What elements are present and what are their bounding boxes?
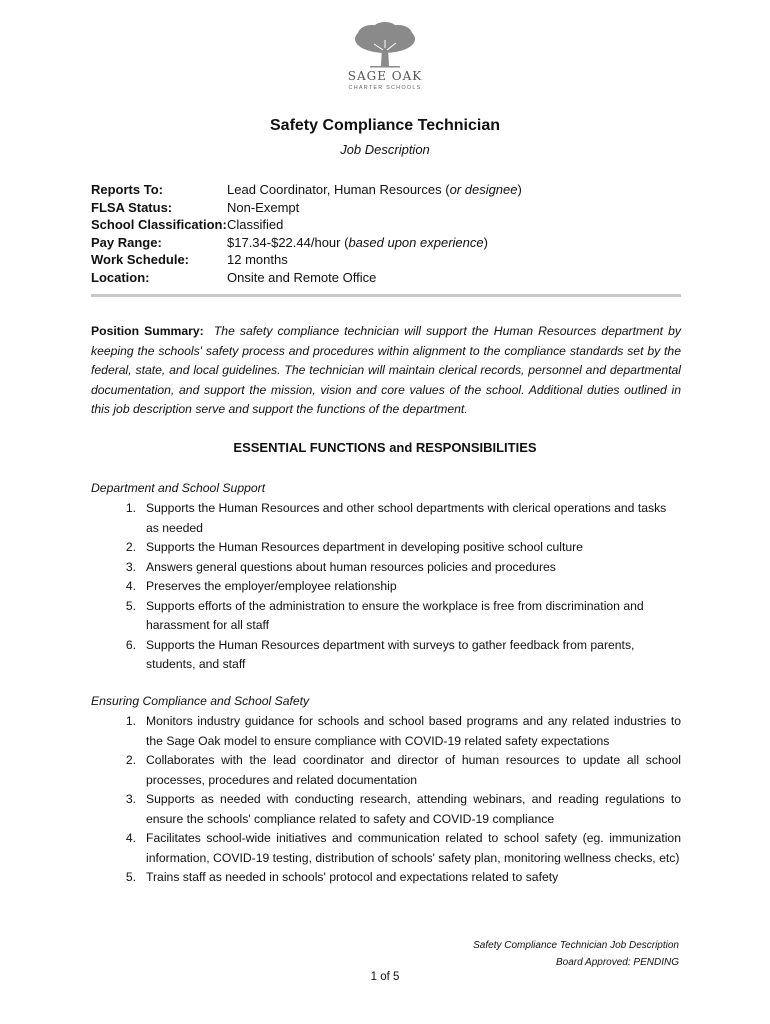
list-item: 5. Supports efforts of the administration to ensure the workplace is free from discrimination and harassment for all staff: [125, 598, 644, 632]
info-value: Non-Exempt: [227, 199, 300, 215]
info-label: Work Schedule:: [91, 252, 190, 268]
list-item: 4. Facilitates school-wide initiatives and communication related to school safety (eg. immunization information, COVID-19 testing, distribution of schools' safety plan, monitoring wellness checks, etc): [125, 831, 681, 865]
oak-tree-icon: [350, 22, 420, 68]
info-row-reports-to: [91, 181, 522, 199]
list-item: 6. Supports the Human Resources department with surveys to gather feedback from parents, students, and staff: [125, 637, 635, 671]
info-label: FLSA Status:: [91, 199, 173, 215]
info-value: Classified: [227, 217, 284, 233]
logo-subtitle: CHARTER SCHOOLS: [348, 85, 422, 91]
info-row-school-classification: [91, 216, 522, 234]
info-label: Location:: [91, 269, 150, 285]
info-label: Reports To:: [91, 182, 163, 197]
list-item: 2. Supports the Human Resources department in developing positive school culture: [125, 540, 583, 554]
info-value: Lead Coordinator, Human Resources (or designee): [227, 182, 522, 197]
info-row-pay-range: [91, 234, 522, 252]
summary-label: Position Summary:: [91, 324, 204, 338]
job-info-table: [91, 181, 522, 287]
group-heading: Ensuring Compliance and School Safety: [91, 694, 310, 708]
info-value: Onsite and Remote Office: [227, 269, 377, 285]
info-label: Pay Range:: [91, 234, 162, 250]
compliance-safety-list: [91, 712, 681, 888]
info-row-work-schedule: [91, 251, 522, 269]
position-summary: [91, 322, 681, 420]
department-support-list: [91, 499, 681, 675]
footer-line: Board Approved: PENDING: [555, 956, 679, 968]
info-value: $17.34-$22.44/hour (based upon experience): [227, 234, 488, 250]
section-title: ESSENTIAL FUNCTIONS and RESPONSIBILITIES: [233, 440, 537, 455]
group-heading: Department and School Support: [91, 481, 266, 495]
footer-line: Safety Compliance Technician Job Description: [473, 940, 679, 951]
document-title: Safety Compliance Technician: [270, 117, 500, 134]
school-logo: [340, 22, 430, 106]
info-value: 12 months: [227, 252, 288, 268]
list-item: 3. Answers general questions about human resources policies and procedures: [125, 559, 556, 574]
list-item: 4. Preserves the employer/employee relationship: [125, 579, 397, 593]
document-subtitle: Job Description: [340, 142, 430, 157]
page-footer: [473, 938, 679, 971]
list-item: 5. Trains staff as needed in schools' protocol and expectations related to safety: [125, 870, 559, 884]
page-number: 1 of 5: [370, 971, 400, 983]
list-item: 1. Monitors industry guidance for schools and school based programs and any related industries to the Sage Oak model to ensure compliance with COVID-19 related safety expectations: [125, 714, 681, 748]
info-row-flsa-status: [91, 199, 522, 217]
summary-text: The safety compliance technician will support the Human Resources department by keeping the schools' safety process and procedures within alignment to the compliance standards set by the federal, state, and local guidelines. The technician will maintain clerical records, personnel and departmental documentation, and support the mission, vision and core values of the school. Additional duties outlined in this job description serve and support the functions of the department.: [91, 324, 681, 417]
list-item: 2. Collaborates with the lead coordinator and director of human resources to update all school processes, procedures and related documentation: [125, 753, 681, 787]
logo-name: SAGE OAK: [347, 69, 423, 83]
divider: [91, 294, 681, 297]
list-item: 1. Supports the Human Resources and other school departments with clerical operations and tasks as needed: [125, 501, 667, 535]
info-label: School Classification:: [91, 217, 227, 233]
list-item: 3. Supports as needed with conducting research, attending webinars, and reading regulations to ensure the schools' compliance related to safety and COVID-19 compliance: [125, 792, 681, 826]
info-row-location: [91, 269, 522, 287]
